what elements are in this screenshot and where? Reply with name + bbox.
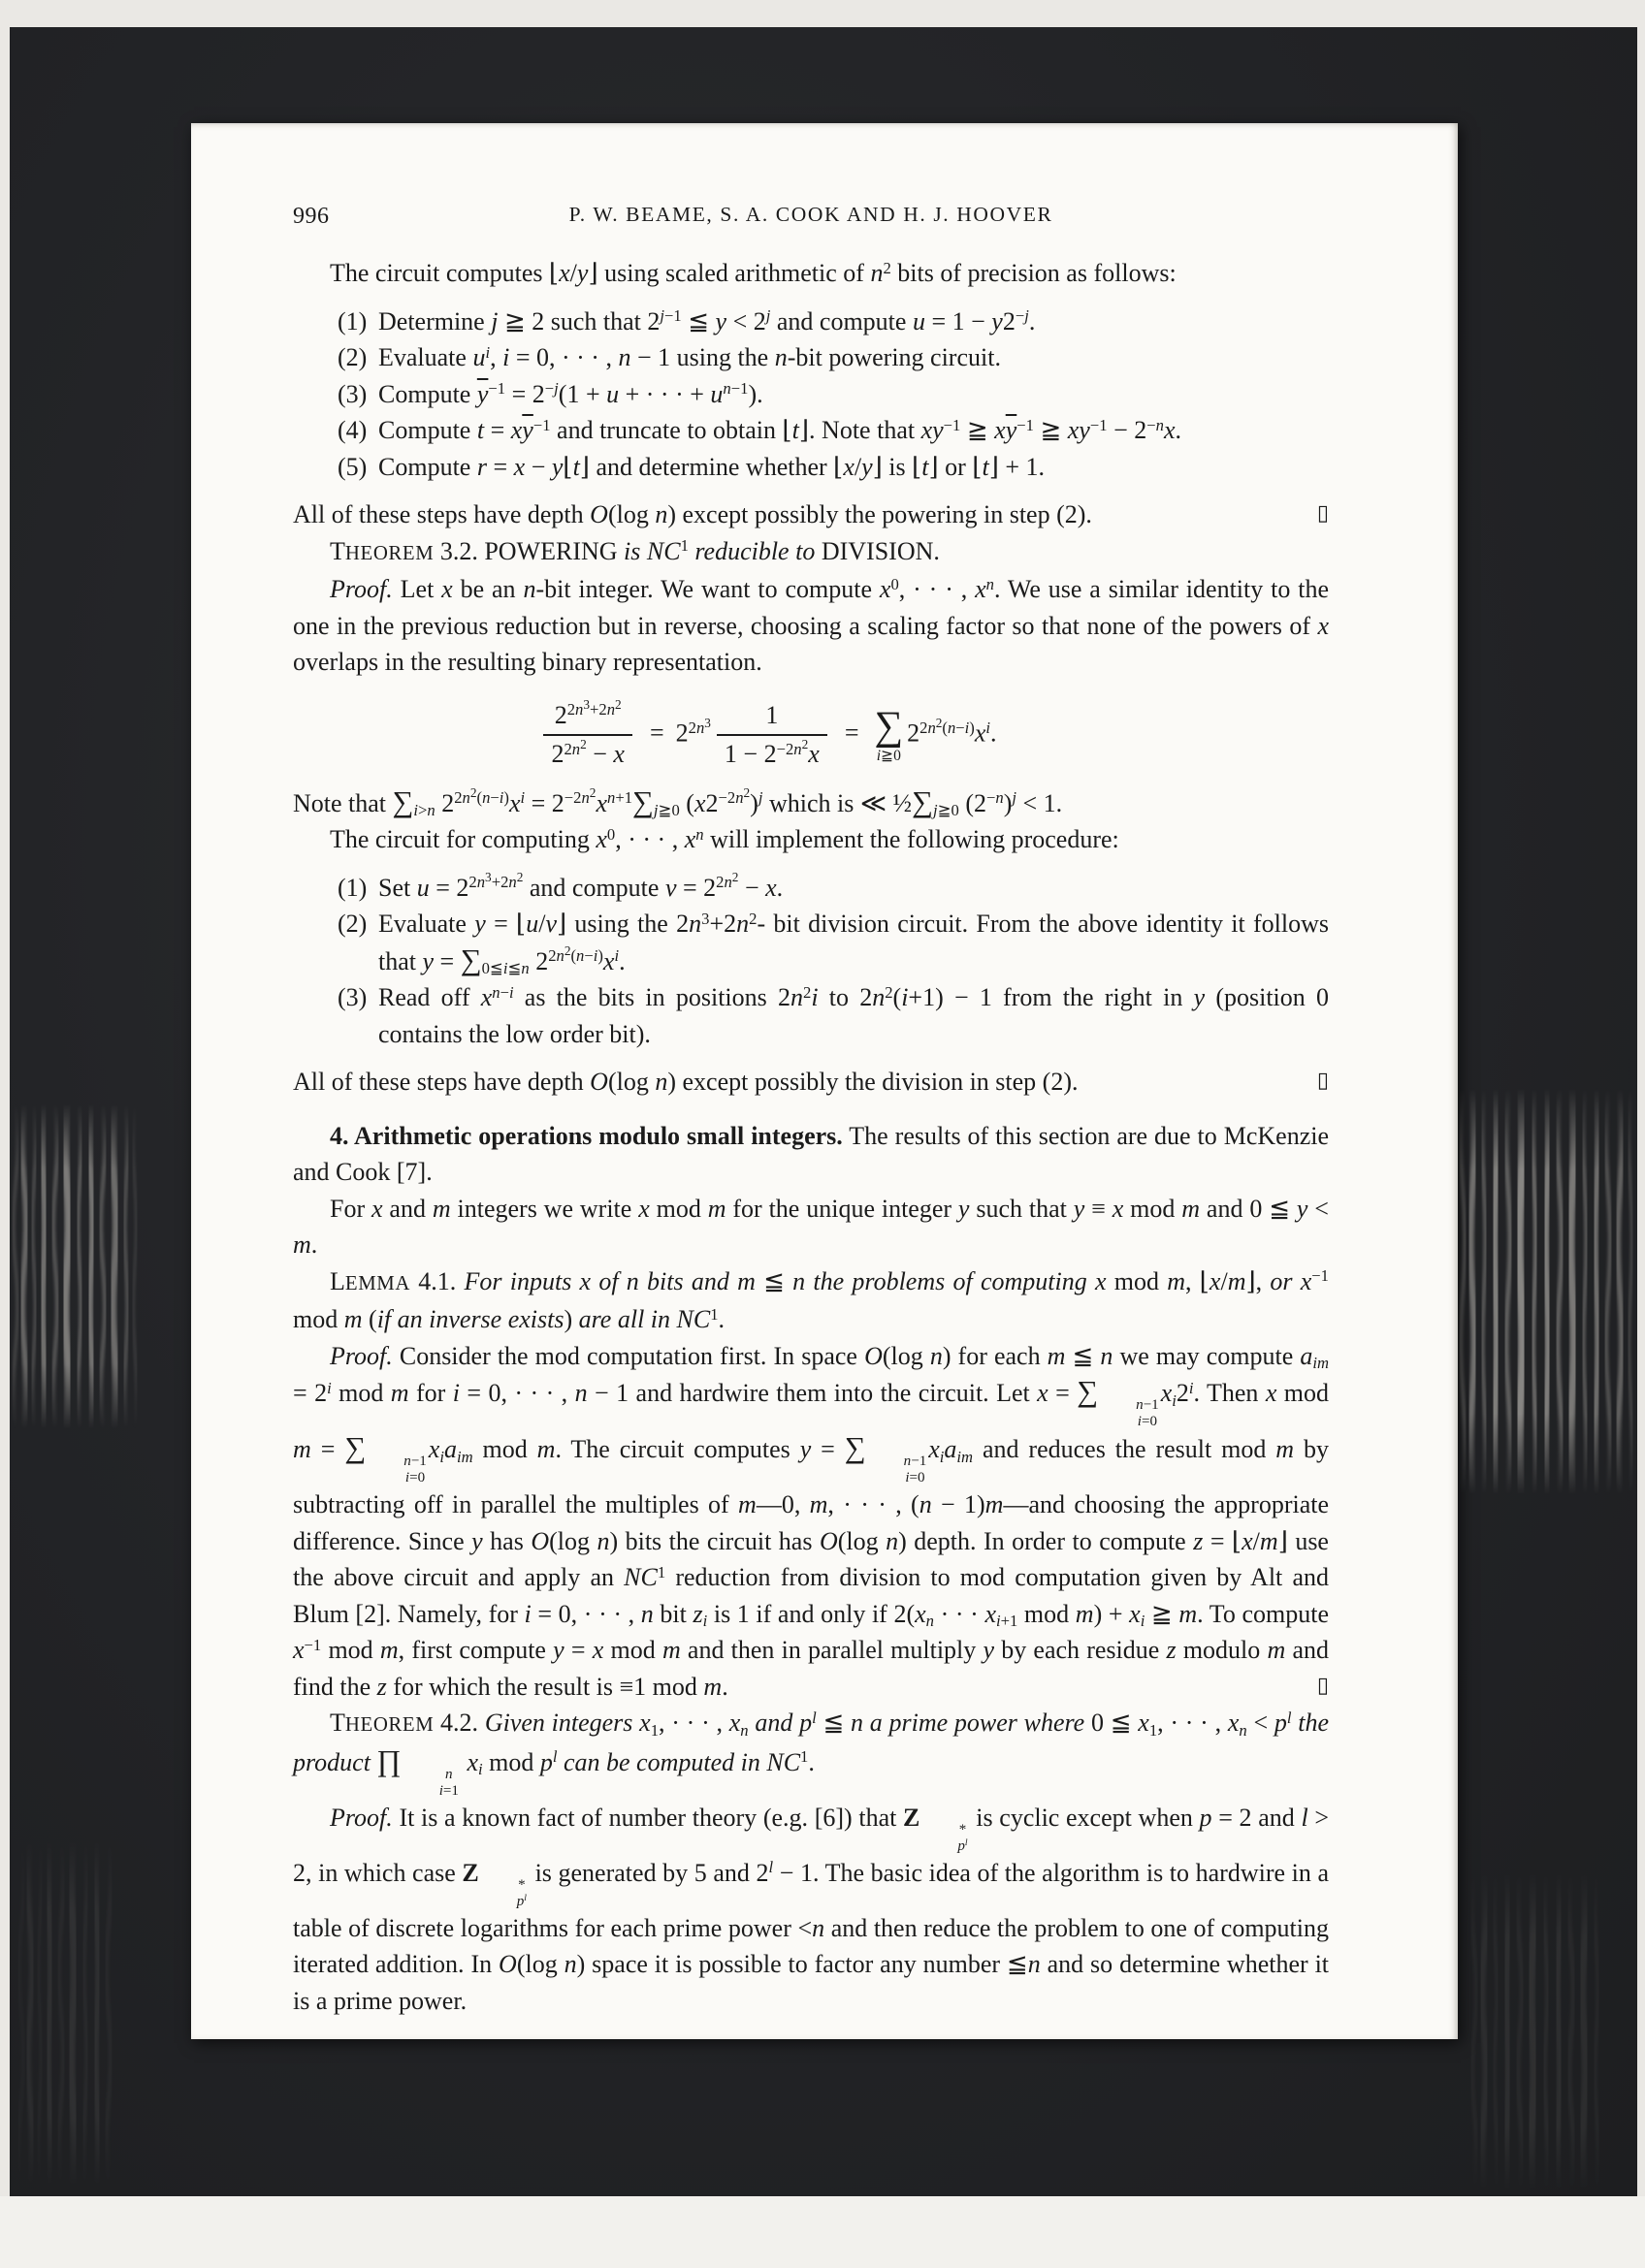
- list-item-number: (3): [338, 983, 368, 1011]
- end-of-proof-icon: ▯: [1316, 1672, 1329, 1697]
- film-streaks-left: [8, 1103, 140, 1429]
- list-item-text: Set $u = 2^{2n^3+2n^2}$ and compute $\nu = 2^{2n^2} - x$.: [378, 870, 784, 902]
- procedure-intro: The circuit for computing $x^0$, · · · , $x^n$ will implement the following procedure:: [330, 824, 1119, 853]
- powering-procedure-list: [293, 870, 1329, 1053]
- film-streaks-right-faint: [1467, 1871, 1612, 2191]
- list-item-number: (2): [338, 343, 368, 371]
- intro-paragraph: The circuit computes ⌊x/y⌋ using scaled arithmetic of $n^2$ bits of precision as follows:: [330, 258, 1177, 287]
- list-item: [293, 870, 1329, 907]
- list-item-text: Compute $t = x\overline{y}^{-1}$ and truncate to obtain ⌊t⌋. Note that $xy^{-1}$ ≧ $x\overline{y}^{-1}$ ≧ $xy^{-1} - 2^{-n}x$.: [378, 415, 1181, 444]
- list-item-text: Evaluate $u^i$, i = 0, · · · , n − 1 using the n-bit powering circuit.: [378, 342, 1001, 371]
- list-item: [293, 412, 1329, 449]
- list-item: [293, 339, 1329, 376]
- list-item-number: (3): [338, 379, 368, 408]
- division-procedure-list: [293, 303, 1329, 486]
- list-item-text: Compute r = x − y⌊t⌋ and determine whether ⌊x/y⌋ is ⌊t⌋ or ⌊t⌋ + 1.: [378, 452, 1046, 481]
- running-title: P. W. BEAME, S. A. COOK AND H. J. HOOVER: [568, 203, 1053, 226]
- paper-page: [191, 123, 1458, 2039]
- list-item-number: (1): [338, 873, 368, 902]
- page-header: [293, 197, 1329, 230]
- note-tail-bound: Note that $\sum_{i>n}$ $2^{2n^2(n-i)}x^i = 2^{-2n^2}x^{n+1}\sum_{j≧0}$ $(x2^{-2n^2})^j$ which is ≪ $\frac{1}{2}\sum_{j≧0}$ $(2^{-n})^j < 1$.: [293, 784, 1063, 820]
- page-number: 996: [293, 204, 330, 229]
- list-item: [293, 906, 1329, 979]
- scanner-bottom-strip: [0, 2196, 1645, 2268]
- list-item: [293, 303, 1329, 340]
- theorem-4-2: THEOREM 4.2. Given integers $x_1$, · · · , $x_n$ and $p^l$ ≦ n a prime power where 0 ≦ $x_1$, · · · , $x_n < p^l$ the product ∏ n i=1 $x_i$ mod $p^l$ can be computed in $NC^1$.: [293, 1708, 1330, 1799]
- list-item-number: (4): [338, 416, 368, 444]
- list-item-text: Compute $\overline{y}^{-1} = 2^{-j}(1 + u$ + · · · + $u^{n-1}$).: [378, 379, 763, 408]
- proof-3-2-intro: Proof. Let x be an n-bit integer. We want to compute $x^0$, · · · , $x^n$. We use a similar identity to the one in the previous reduction but in reverse, choosing a scaling factor so that none of the powers of x overlaps in the resulting binary representation.: [293, 574, 1329, 676]
- end-of-proof-icon: ▯: [1316, 500, 1329, 525]
- lemma-4-1: LEMMA 4.1. For inputs x of n bits and m ≦ n the problems of computing x mod m, ⌊x/m⌋, or $x^{-1}$ mod m (if an inverse exists) are all in $NC^1$.: [293, 1266, 1329, 1333]
- list-item: [293, 979, 1329, 1052]
- list-item: [293, 449, 1329, 486]
- steps-depth-note-1: All of these steps have depth O(log n) except possibly the powering in step (2). ▯: [293, 496, 1329, 533]
- scaling-identity-equation: $\frac{2^{2n^3+2n^2}}{2^{2n^2} - x}$ = $2^{2n^3}$ $\frac{1}{1 - 2^{-2n^2}x}$ = ∑ i≧0 $2^{2n^2(n-i)}x^i$.: [249, 700, 1285, 771]
- list-item-number: (5): [338, 452, 368, 481]
- list-item-number: (2): [338, 910, 368, 938]
- list-item: [293, 376, 1329, 413]
- proof-4-2: Proof. It is a known fact of number theory (e.g. [6]) that Z * $p^l$ is cyclic except when p = 2 and l > 2, in which case Z * $p^l$ is generated by 5 and $2^l - 1$. The basic idea of the algorithm is to hardwire in a table of discrete logarithms for each prime power <n and then reduce the problem to one of computing iterated addition. In O(log n) space it is possible to factor any number ≦n and so determine whether it is a prime power.: [293, 1803, 1330, 2015]
- film-streaks-left-faint: [14, 1838, 130, 2188]
- list-item-text: Evaluate y = ⌊u/ν⌋ using the $2n^3+2n^2-$ bit division circuit. From the above identity it follows that $y = \sum_{0≦i≦n}$ $2^{2n^2(n-i)}x^i$.: [378, 909, 1329, 978]
- mod-definition: For x and m integers we write x mod m for the unique integer y such that y ≡ x mod m and 0 ≦ y < m.: [293, 1194, 1329, 1259]
- section-4-heading: 4. Arithmetic operations modulo small integers. The results of this section are due to McKenzie and Cook [7].: [293, 1121, 1329, 1186]
- end-of-proof-icon: ▯: [1316, 1068, 1329, 1092]
- page-content: [293, 197, 1329, 2019]
- list-item-text: Determine j ≧ 2 such that $2^{j-1}$ ≦ $y < 2^j$ and compute $u = 1 - y2^{-j}$.: [378, 306, 1036, 335]
- theorem-3-2: THEOREM 3.2. POWERING is $NC^1$ reducible to DIVISION.: [330, 536, 940, 565]
- list-item-number: (1): [338, 306, 368, 335]
- list-item-text: Read off $x^{n-i}$ as the bits in positions $2n^2i$ to $2n^2(i+1) - 1$ from the right in y (position 0 contains the low order bit).: [378, 982, 1329, 1048]
- proof-4-1: Proof. Consider the mod computation first. In space O(log n) for each m ≦ n we may compute $a_{im} = 2^i$ mod m for i = 0, · · · , n − 1 and hardwire them into the circuit. Let x = ∑ n−1 i=0 $x_i2^i$. Then x mod m = ∑ n−1 i=0 $x_ia_{im}$ mod m. The circuit computes y = ∑ n−1 i=0 $x_ia_{im}$ and reduces the result mod m by subtracting off in parallel the multiples of m—0, m, · · · , (n − 1)m—and choosing the appropriate difference. Since y has O(log n) bits the circuit has O(log n) depth. In order to compute z = ⌊x/m⌋ use the above circuit and apply an $NC^1$ reduction from division to mod computation given by Alt and Blum [2]. Namely, for i = 0, · · · , n bit $z_i$ is 1 if and only if $2(x_n$ · · · $x_{i+1}$ mod $m) + x_i$ ≧ m. To compute $x^{-1}$ mod m, first compute y = x mod m and then in parallel multiply y by each residue z modulo m and find the z for which the result is ≡1 mod m. ▯: [293, 1338, 1329, 1706]
- steps-depth-note-2: All of these steps have depth O(log n) except possibly the division in step (2). ▯: [293, 1064, 1329, 1101]
- page-body: [293, 255, 1329, 2019]
- film-streaks-right: [1455, 1088, 1637, 1495]
